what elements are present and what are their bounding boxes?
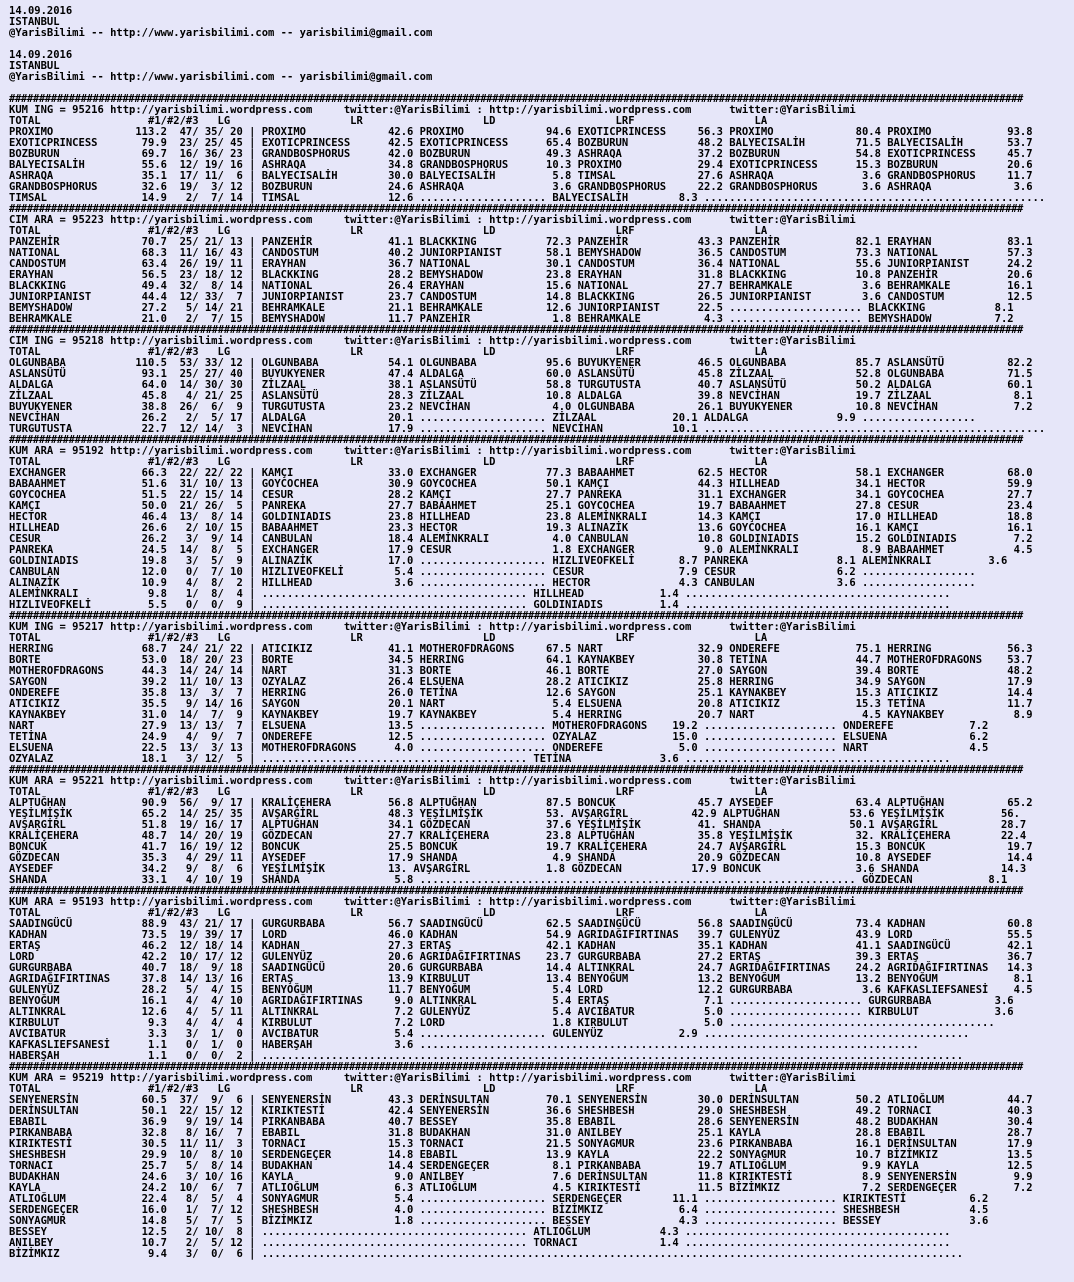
table-row: OLGUNBABA 110.5 53/ 33/ 12 | OLGUNBABA 54.1 OLGUNBABA 95.6 BUYUKYENER 46.5 OLGUNBABA 85.7 ASLANSÜTÜ 82.2 bbox=[9, 357, 1033, 369]
table-row: KIRBULUT 9.3 4/ 4/ 4 | KIRBULUT 7.2 LORD 1.8 KIRBULUT 5.0 .......................................... bbox=[9, 1017, 995, 1029]
table-row: CANDOSTUM 63.4 26/ 19/ 11 | ERAYHAN 36.7 NATIONAL 30.1 CANDOSTUM 36.4 NATIONAL 55.6 JUNIORPIANIST 24.2 bbox=[9, 258, 1033, 270]
table-row: TETİNA 24.9 4/ 9/ 7 | ONDEREFE 12.5 .................... OZYALAZ 15.0 ..................... ELSUENA 6.2 bbox=[9, 731, 989, 743]
table-row: ELSUENA 22.5 13/ 3/ 13 | MOTHEROFDRAGONS 4.0 .................... ONDEREFE 5.0 ..................... NART 4.5 bbox=[9, 742, 989, 754]
table-row: LORD 42.2 10/ 17/ 12 | GULENYÜZ 20.6 AGRIDAĞIFIRTINAS 23.7 GURGURBABA 27.2 ERTAŞ 39.3 ERTAŞ 36.7 bbox=[9, 951, 1033, 963]
section-separator: ########################################################################################################################################################################## bbox=[9, 325, 1024, 336]
table-row: BORTE 53.0 18/ 20/ 23 | BORTE 34.5 HERRING 64.1 KAYNAKBEY 30.8 TETİNA 44.7 MOTHEROFDRAGONS 53.7 bbox=[9, 654, 1033, 666]
table-row: SHESHBESH 29.9 10/ 8/ 10 | SERDENGEÇER 14.8 EBABIL 13.9 KAYLA 22.2 SONYAGMUR 10.7 BİZİMKIZ 13.5 bbox=[9, 1149, 1033, 1161]
section-separator: ########################################################################################################################################################################## bbox=[9, 94, 1024, 105]
header-line: ISTANBUL bbox=[9, 60, 60, 72]
table-row: AGRIDAĞIFIRTINAS 37.8 14/ 13/ 16 | ERTAŞ 13.9 KIRBULUT 13.4 BENYOĞUM 13.2 BENYOĞUM 13.2 BENYOĞUM 8.1 bbox=[9, 973, 1033, 985]
section-separator: ########################################################################################################################################################################## bbox=[9, 765, 1024, 776]
table-row: DERİNSULTAN 50.1 22/ 15/ 12 | KIRIKTESTİ 42.4 SENYENERSİN 36.6 SHESHBESH 29.0 SHESHBESH 49.2 TORNACI 40.3 bbox=[9, 1105, 1033, 1117]
table-row: SENYENERSİN 60.5 37/ 9/ 6 | SENYENERSİN 43.3 DERİNSULTAN 70.1 SENYENERSİN 30.0 DERİNSULTAN 50.2 ATLIOĞLUM 44.7 bbox=[9, 1094, 1033, 1106]
header-line: ISTANBUL bbox=[9, 16, 60, 28]
table-row: NEVCİHAN 26.2 2/ 5/ 17 | ALDALGA 20.1 .................... ZİLZAAL 20.1 ALDALGA 9.9 .................. bbox=[9, 412, 976, 424]
table-row: AVŞARGİRL 51.8 19/ 16/ 17 | ALPTUĞHAN 34.1 GÖZDECAN 37.6 YEŞİLMİŞİK 41. SHANDA 50.1 AVŞARGİRL 28.7 bbox=[9, 819, 1027, 831]
table-row: HIZLIVEOFKELİ 5.5 0/ 0/ 9 | .......................................... GOLDINIADIS 1.4 .......................................... bbox=[9, 599, 951, 611]
header-line: @YarisBilimi -- http://www.yarisbilimi.com -- yarisbilimi@gmail.com bbox=[9, 71, 433, 83]
table-row: EXCHANGER 66.3 22/ 22/ 22 | KAMÇI 33.0 EXCHANGER 77.3 BABAAHMET 62.5 HECTOR 58.1 EXCHANGER 68.0 bbox=[9, 467, 1033, 479]
table-row: GÖZDECAN 35.3 4/ 29/ 11 | AYSEDEF 17.9 SHANDA 4.9 SHANDA 20.9 GÖZDECAN 10.8 AYSEDEF 14.4 bbox=[9, 852, 1033, 864]
table-row: NART 27.9 13/ 13/ 7 | ELSUENA 13.5 .................... MOTHEROFDRAGONS 19.2 ..................... ONDEREFE 7.2 bbox=[9, 720, 989, 732]
text-document bbox=[9, 6, 1074, 1260]
table-row: EXOTICPRINCESS 79.9 23/ 25/ 45 | EXOTICPRINCESS 42.5 EXOTICPRINCESS 65.4 BOZBURUN 48.2 BALYECISALİH 71.5 BALYECISALİH 53.7 bbox=[9, 137, 1033, 149]
column-header-row: TOTAL #1/#2/#3 LG LR LD LRF LA bbox=[9, 456, 768, 468]
table-row: YEŞİLMİŞİK 65.2 14/ 25/ 35 | AVŞARGİRL 48.3 YEŞİLMİŞİK 53. AVŞARGİRL 42.9 ALPTUĞHAN 53.6 YEŞİLMİŞİK 56. bbox=[9, 808, 1020, 820]
table-row: GRANDBOSPHORUS 32.6 19/ 3/ 12 | BOZBURUN 24.6 ASHRAQA 3.6 GRANDBOSPHORUS 22.2 GRANDBOSPHORUS 3.6 ASHRAQA 3.6 bbox=[9, 181, 1033, 193]
table-row: TURGUTUSTA 22.7 12/ 14/ 3 | NEVCİHAN 17.9 .................... NEVCİHAN 10.1 ...................................................... bbox=[9, 423, 1046, 435]
table-row: ATLIOĞLUM 22.4 8/ 5/ 4 | SONYAGMUR 5.4 .................... SERDENGEÇER 11.1 ..................... KIRIKTESTİ 6.2 bbox=[9, 1193, 989, 1205]
table-row: SONYAGMUR 14.8 5/ 7/ 5 | BİZİMKIZ 1.8 .................... BESSEY 4.3 ..................... BESSEY 3.6 bbox=[9, 1215, 989, 1227]
table-row: TIMSAL 14.9 2/ 7/ 14 | TIMSAL 12.6 .................... BALYECISALİH 8.3 ...................................................... bbox=[9, 192, 1046, 204]
table-row: AYSEDEF 34.2 9/ 8/ 6 | YEŞİLMİŞİK 13. AVŞARGİRL 1.8 GÖZDECAN 17.9 BONCUK 3.6 SHANDA 14.3 bbox=[9, 863, 1027, 875]
table-row: SAADINGÜCÜ 88.9 43/ 21/ 17 | GURGURBABA 56.7 SAADINGÜCÜ 62.5 SAADINGÜCÜ 56.8 SAADINGÜCÜ 73.4 KADHAN 60.8 bbox=[9, 918, 1033, 930]
section-title: KUM ING = 95216 http://yarisbilimi.wordpress.com twitter:@YarisBilimi : http://yarisbilimi.wordpress.com twitter:@YarisBilimi bbox=[9, 104, 856, 116]
column-header-row: TOTAL #1/#2/#3 LG LR LD LRF LA bbox=[9, 907, 768, 919]
table-row: BİZİMKIZ 9.4 3/ 0/ 6 | ............................................................................................................... bbox=[9, 1248, 964, 1260]
table-row: ALINAZİK 10.9 4/ 8/ 2 | HILLHEAD 3.6 .................... HECTOR 4.3 CANBULAN 3.6 .................. bbox=[9, 577, 976, 589]
blank-line bbox=[9, 83, 1074, 94]
table-row: NATIONAL 68.3 11/ 16/ 43 | CANDOSTUM 40.2 JUNIORPIANIST 58.1 BEMYSHADOW 36.5 CANDOSTUM 73.3 NATIONAL 57.3 bbox=[9, 247, 1033, 259]
table-row: BOZBURUN 69.7 16/ 36/ 23 | GRANDBOSPHORUS 42.0 BOZBURUN 49.3 ASHRAQA 37.2 BOZBURUN 54.8 EXOTICPRINCESS 45.7 bbox=[9, 148, 1033, 160]
section-title: KUM ARA = 95221 http://yarisbilimi.wordpress.com twitter:@YarisBilimi : http://yarisbilimi.wordpress.com twitter:@YarisBilimi bbox=[9, 775, 856, 787]
header-line: 14.09.2016 bbox=[9, 6, 73, 17]
section-title: CIM ARA = 95223 http://yarisbilimi.wordpress.com twitter:@YarisBilimi : http://yarisbilimi.wordpress.com twitter:@YarisBilimi bbox=[9, 214, 856, 226]
table-row: KADHAN 73.5 19/ 39/ 17 | LORD 46.0 KADHAN 54.9 AGRIDAĞIFIRTINAS 39.7 GULENYÜZ 43.9 LORD 55.5 bbox=[9, 929, 1033, 941]
table-row: HERRING 68.7 24/ 21/ 22 | ATICIKIZ 41.1 MOTHEROFDRAGONS 67.5 NART 32.9 ONDEREFE 75.1 HERRING 56.3 bbox=[9, 643, 1033, 655]
table-row: KIRIKTESTİ 30.5 11/ 11/ 3 | TORNACI 15.3 TORNACI 21.5 SONYAGMUR 23.6 PIRKANBABA 16.1 DERİNSULTAN 17.9 bbox=[9, 1138, 1033, 1150]
column-header-row: TOTAL #1/#2/#3 LG LR LD LRF LA bbox=[9, 115, 768, 127]
column-header-row: TOTAL #1/#2/#3 LG LR LD LRF LA bbox=[9, 346, 768, 358]
table-row: KAYLA 24.2 10/ 6/ 7 | ATLIOĞLUM 6.3 ATLIOĞLUM 4.5 KIRIKTESTİ 11.5 BİZİMKIZ 7.2 SERDENGEÇER 7.2 bbox=[9, 1182, 1033, 1194]
header-line: @YarisBilimi -- http://www.yarisbilimi.com -- yarisbilimi@gmail.com bbox=[9, 27, 433, 39]
table-row: BONCUK 41.7 16/ 19/ 12 | BONCUK 25.5 BONCUK 19.7 KRALİÇEHERA 24.7 AVŞARGİRL 15.3 BONCUK 19.7 bbox=[9, 841, 1033, 853]
table-row: ANILBEY 10.7 2/ 5/ 12 | .......................................... TORNACI 1.4 .......................................... bbox=[9, 1237, 951, 1249]
column-header-row: TOTAL #1/#2/#3 LG LR LD LRF LA bbox=[9, 1083, 768, 1095]
table-row: MOTHEROFDRAGONS 44.3 14/ 24/ 14 | NART 31.3 BORTE 46.1 BORTE 27.0 SAYGON 39.4 BORTE 48.2 bbox=[9, 665, 1033, 677]
table-row: TORNACI 25.7 5/ 8/ 14 | BUDAKHAN 14.4 SERDENGEÇER 8.1 PIRKANBABA 19.7 ATLIOĞLUM 9.9 KAYLA 12.5 bbox=[9, 1160, 1033, 1172]
table-row: PANZEHİR 70.7 25/ 21/ 13 | PANZEHİR 41.1 BLACKKING 72.3 PANZEHİR 43.3 PANZEHİR 82.1 ERAYHAN 83.1 bbox=[9, 236, 1033, 248]
table-row: ASHRAQA 35.1 17/ 11/ 6 | BALYECISALİH 30.0 BALYECISALİH 5.8 TIMSAL 27.6 ASHRAQA 3.6 GRANDBOSPHORUS 11.7 bbox=[9, 170, 1033, 182]
table-row: HECTOR 46.4 13/ 8/ 14 | GOLDINIADIS 23.8 HILLHEAD 23.8 ALEMİNKRALI 14.3 KAMÇI 17.0 HILLHEAD 18.8 bbox=[9, 511, 1033, 523]
table-row: BALYECISALİH 55.6 12/ 19/ 16 | ASHRAQA 34.8 GRANDBOSPHORUS 10.3 PROXIMO 29.4 EXOTICPRINCESS 15.3 BOZBURUN 20.6 bbox=[9, 159, 1033, 171]
table-row: CESUR 26.2 3/ 9/ 14 | CANBULAN 18.4 ALEMİNKRALI 4.0 CANBULAN 10.8 GOLDINIADIS 15.2 GOLDINIADIS 7.2 bbox=[9, 533, 1033, 545]
column-header-row: TOTAL #1/#2/#3 LG LR LD LRF LA bbox=[9, 786, 768, 798]
table-row: ERAYHAN 56.5 23/ 18/ 12 | BLACKKING 28.2 BEMYSHADOW 23.8 ERAYHAN 31.8 BLACKKING 10.8 PANZEHİR 20.6 bbox=[9, 269, 1033, 281]
table-row: ALPTUĞHAN 90.9 56/ 9/ 17 | KRALİÇEHERA 56.8 ALPTUĞHAN 87.5 BONCUK 45.7 AYSEDEF 63.4 ALPTUĞHAN 65.2 bbox=[9, 797, 1033, 809]
column-header-row: TOTAL #1/#2/#3 LG LR LD LRF LA bbox=[9, 225, 768, 237]
table-row: ATICIKIZ 35.5 9/ 14/ 16 | SAYGON 20.1 NART 5.4 ELSUENA 20.8 ATICIKIZ 15.3 TETİNA 11.7 bbox=[9, 698, 1033, 710]
table-row: BUYUKYENER 38.8 26/ 6/ 9 | TURGUTUSTA 23.2 NEVCİHAN 4.0 OLGUNBABA 26.1 BUYUKYENER 10.8 NEVCİHAN 7.2 bbox=[9, 401, 1033, 413]
table-row: BESSEY 12.5 2/ 10/ 8 | .......................................... ATLIOĞLUM 4.3 .......................................... bbox=[9, 1226, 951, 1238]
section-separator: ########################################################################################################################################################################## bbox=[9, 204, 1024, 215]
section-title: KUM ARA = 95219 http://yarisbilimi.wordpress.com twitter:@YarisBilimi : http://yarisbilimi.wordpress.com twitter:@YarisBilimi bbox=[9, 1072, 856, 1084]
table-row: ALEMİNKRALI 9.8 1/ 8/ 4 | .......................................... HILLHEAD 1.4 .......................................... bbox=[9, 588, 951, 600]
table-row: HABERŞAH 1.1 0/ 0/ 2 | ............................................................................................................... bbox=[9, 1050, 964, 1062]
table-row: JUNIORPIANIST 44.4 12/ 33/ 7 | JUNIORPIANIST 23.7 CANDOSTUM 14.8 BLACKKING 26.5 JUNIORPIANIST 3.6 CANDOSTUM 12.5 bbox=[9, 291, 1033, 303]
table-row: KAFKASLIEFSANESİ 1.1 0/ 1/ 0 | HABERŞAH 3.6 ............................................................................... bbox=[9, 1039, 919, 1051]
table-row: GOYCOCHEA 51.5 22/ 15/ 14 | CESUR 28.2 KAMÇI 27.7 PANREKA 31.1 EXCHANGER 34.1 GOYCOCHEA 27.7 bbox=[9, 489, 1033, 501]
table-row: ASLANSÜTÜ 93.1 25/ 27/ 40 | BUYUKYENER 47.4 ALDALGA 60.0 ASLANSÜTÜ 45.8 ZİLZAAL 52.8 OLGUNBABA 71.5 bbox=[9, 368, 1033, 380]
table-row: GURGURBABA 40.7 18/ 9/ 18 | SAADINGÜCÜ 20.6 GURGURBABA 14.4 ALTINKRAL 24.7 AGRIDAĞIFIRTINAS 24.2 AGRIDAĞIFIRTINAS 14.3 bbox=[9, 962, 1033, 974]
table-row: ZİLZAAL 45.8 4/ 21/ 25 | ASLANSÜTÜ 28.3 ZİLZAAL 10.8 ALDALGA 39.8 NEVCİHAN 19.7 ZİLZAAL 8.1 bbox=[9, 390, 1033, 402]
table-row: SERDENGEÇER 16.0 1/ 7/ 12 | SHESHBESH 4.0 .................... BİZİMKIZ 6.4 ..................... SHESHBESH 4.5 bbox=[9, 1204, 989, 1216]
section-title: KUM ING = 95217 http://yarisbilimi.wordpress.com twitter:@YarisBilimi : http://yarisbilimi.wordpress.com twitter:@YarisBilimi bbox=[9, 621, 856, 633]
table-row: BLACKKING 49.4 32/ 8/ 14 | NATIONAL 26.4 ERAYHAN 15.6 NATIONAL 27.7 BEHRAMKALE 3.6 BEHRAMKALE 16.1 bbox=[9, 280, 1033, 292]
section-separator: ########################################################################################################################################################################## bbox=[9, 435, 1024, 446]
table-row: KRALİÇEHERA 48.7 14/ 20/ 19 | GÖZDECAN 27.7 KRALİÇEHERA 23.8 ALPTUĞHAN 35.8 YEŞİLMİŞİK 32. KRALİÇEHERA 22.4 bbox=[9, 830, 1027, 842]
table-row: PANREKA 24.5 14/ 8/ 5 | EXCHANGER 17.9 CESUR 1.8 EXCHANGER 9.0 ALEMİNKRALI 8.9 BABAAHMET 4.5 bbox=[9, 544, 1033, 556]
section-separator: ########################################################################################################################################################################## bbox=[9, 611, 1024, 622]
section-title: CIM ING = 95218 http://yarisbilimi.wordpress.com twitter:@YarisBilimi : http://yarisbilimi.wordpress.com twitter:@YarisBilimi bbox=[9, 335, 856, 347]
table-row: BUDAKHAN 24.6 3/ 10/ 16 | KAYLA 9.0 ANILBEY 7.6 DERİNSULTAN 11.8 KIRIKTESTİ 8.9 SENYENERSİN 9.9 bbox=[9, 1171, 1033, 1183]
table-row: GULENYÜZ 28.2 5/ 4/ 15 | BENYOĞUM 11.7 BENYOĞUM 5.4 LORD 12.2 GURGURBABA 3.6 KAFKASLIEFSANESİ 4.5 bbox=[9, 984, 1033, 996]
table-row: ERTAŞ 46.2 12/ 18/ 14 | KADHAN 27.3 ERTAŞ 42.1 KADHAN 35.1 KADHAN 41.1 SAADINGÜCÜ 42.1 bbox=[9, 940, 1033, 952]
table-row: ONDEREFE 35.8 13/ 3/ 7 | HERRING 26.0 TETİNA 12.6 SAYGON 25.1 KAYNAKBEY 15.3 ATICIKIZ 14.4 bbox=[9, 687, 1033, 699]
table-row: BEMYSHADOW 27.2 5/ 14/ 21 | BEHRAMKALE 21.1 BEHRAMKALE 12.6 JUNIORPIANIST 22.5 ..................... BLACKKING 8.1 bbox=[9, 302, 1014, 314]
section-separator: ########################################################################################################################################################################## bbox=[9, 1062, 1024, 1073]
section-title: KUM ARA = 95193 http://yarisbilimi.wordpress.com twitter:@YarisBilimi : http://yarisbilimi.wordpress.com twitter:@YarisBilimi bbox=[9, 896, 856, 908]
table-row: SAYGON 39.2 11/ 10/ 13 | OZYALAZ 26.4 ELSUENA 28.2 ATICIKIZ 25.8 HERRING 34.9 SAYGON 17.9 bbox=[9, 676, 1033, 688]
table-row: OZYALAZ 18.1 3/ 12/ 5 | .......................................... TETİNA 3.6 .......................................... bbox=[9, 753, 951, 765]
section-title: KUM ARA = 95192 http://yarisbilimi.wordpress.com twitter:@YarisBilimi : http://yarisbilimi.wordpress.com twitter:@YarisBilimi bbox=[9, 445, 856, 457]
blank-line bbox=[9, 39, 1074, 50]
table-row: KAYNAKBEY 31.0 14/ 7/ 9 | KAYNAKBEY 19.7 KAYNAKBEY 5.4 HERRING 20.7 NART 4.5 KAYNAKBEY 8.9 bbox=[9, 709, 1033, 721]
table-row: GOLDINIADIS 19.8 3/ 5/ 9 | ALINAZİK 17.0 .................... HIZLIVEOFKELİ 8.7 PANREKA 8.1 ALEMİNKRALI 3.6 bbox=[9, 555, 1008, 567]
section-separator: ########################################################################################################################################################################## bbox=[9, 886, 1024, 897]
table-row: AVCIBATUR 3.3 3/ 1/ 0 | AVCIBATUR 5.4 .................... GULENYÜZ 2.9 .......................................... bbox=[9, 1028, 970, 1040]
table-row: BEHRAMKALE 21.0 2/ 7/ 15 | BEMYSHADOW 11.7 PANZEHİR 1.8 BEHRAMKALE 4.3 ..................... BEMYSHADOW 7.2 bbox=[9, 313, 1014, 325]
table-row: ALTINKRAL 12.6 4/ 5/ 11 | ALTINKRAL 7.2 GULENYÜZ 5.4 AVCIBATUR 5.0 ..................... KIRBULUT 3.6 bbox=[9, 1006, 1014, 1018]
table-row: BENYOĞUM 16.1 4/ 4/ 10 | AGRIDAĞIFIRTINAS 9.0 ALTINKRAL 5.4 ERTAŞ 7.1 ..................... GURGURBABA 3.6 bbox=[9, 995, 1014, 1007]
table-row: BABAAHMET 51.6 31/ 10/ 13 | GOYCOCHEA 30.9 GOYCOCHEA 50.1 KAMÇI 44.3 HILLHEAD 34.1 HECTOR 59.9 bbox=[9, 478, 1033, 490]
table-row: EBABIL 36.9 9/ 19/ 14 | PIRKANBABA 40.7 BESSEY 35.8 EBABIL 28.6 SENYENERSİN 48.2 BUDAKHAN 30.4 bbox=[9, 1116, 1033, 1128]
header-line: 14.09.2016 bbox=[9, 49, 73, 61]
table-row: PROXIMO 113.2 47/ 35/ 20 | PROXIMO 42.6 PROXIMO 94.6 EXOTICPRINCESS 56.3 PROXIMO 80.4 PROXIMO 93.8 bbox=[9, 126, 1033, 138]
table-row: CANBULAN 12.0 0/ 7/ 10 | HIZLIVEOFKELİ 5.4 .................... CESUR 7.9 CESUR 6.2 .................. bbox=[9, 566, 976, 578]
table-row: PIRKANBABA 32.8 8/ 16/ 7 | EBABIL 31.8 BUDAKHAN 31.0 ANILBEY 25.1 KAYLA 28.8 EBABIL 28.7 bbox=[9, 1127, 1033, 1139]
column-header-row: TOTAL #1/#2/#3 LG LR LD LRF LA bbox=[9, 632, 768, 644]
table-row: SHANDA 33.1 4/ 10/ 19 | SHANDA 5.8 ..................................................................... GÖZDECAN 8.1 bbox=[9, 874, 1008, 886]
table-row: HILLHEAD 26.6 2/ 10/ 15 | BABAAHMET 23.3 HECTOR 19.3 ALINAZİK 13.6 GOYCOCHEA 16.1 KAMÇI 16.1 bbox=[9, 522, 1033, 534]
table-row: KAMÇI 50.0 21/ 26/ 5 | PANREKA 27.7 BABAAHMET 25.1 GOYCOCHEA 19.7 BABAAHMET 27.8 CESUR 23.4 bbox=[9, 500, 1033, 512]
table-row: ALDALGA 64.0 14/ 30/ 30 | ZİLZAAL 38.1 ASLANSÜTÜ 58.8 TURGUTUSTA 40.7 ASLANSÜTÜ 50.2 ALDALGA 60.1 bbox=[9, 379, 1033, 391]
